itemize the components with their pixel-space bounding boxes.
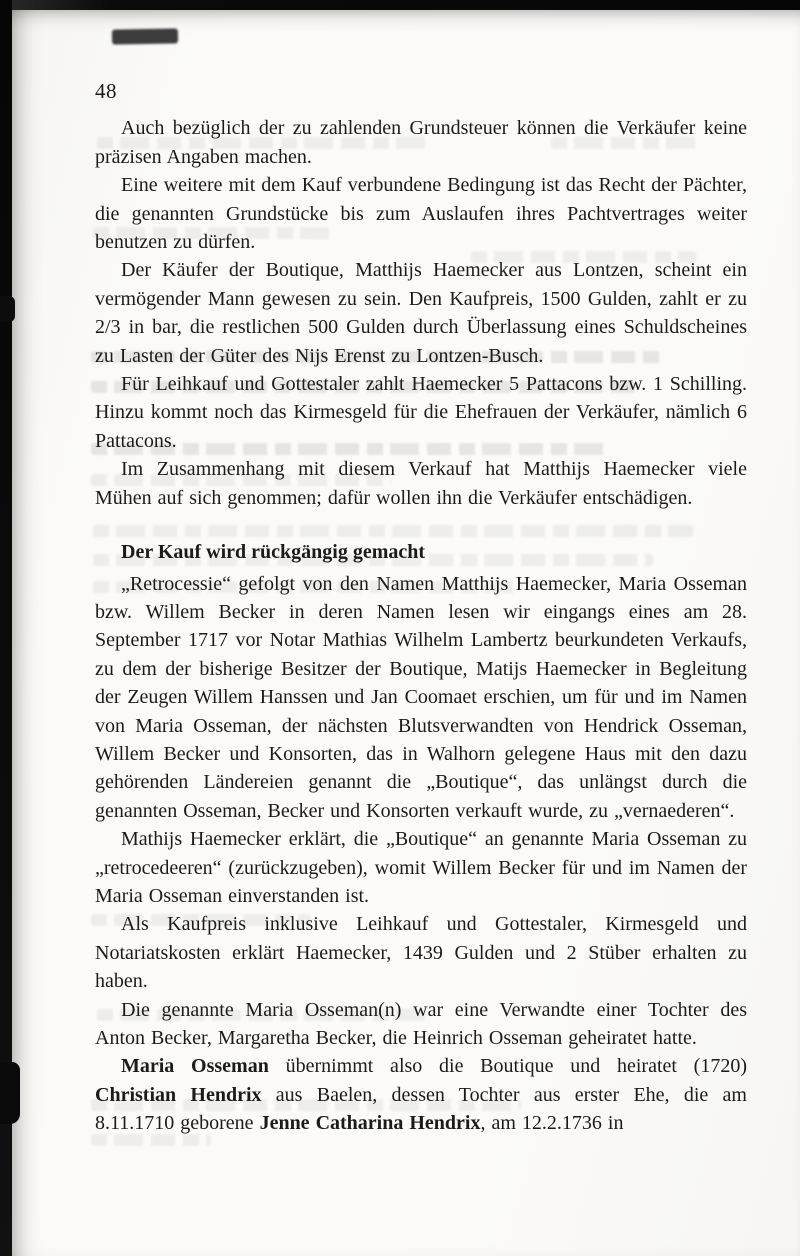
paragraph-final	[95, 1052, 747, 1137]
text-segment: aus Baelen, dessen Tochter aus erster Ehe, die am 8.11.1710 geborene	[95, 1083, 747, 1135]
paragraph: Auch bezüglich der zu zahlenden Grundsteuer können die Verkäufer keine präzisen Angaben machen.	[95, 117, 747, 168]
scan-artifact-blob	[112, 28, 178, 44]
scan-edge-top	[0, 0, 800, 10]
page-number: 48	[95, 79, 117, 103]
paragraph: Im Zusammenhang mit diesem Verkauf hat Matthijs Haemecker viele Mühen auf sich genommen; dafür wollen ihn die Verkäufer entschädigen.	[95, 458, 747, 509]
page	[11, 9, 800, 1256]
bold-name: Maria Osseman	[121, 1055, 269, 1078]
paragraph: Als Kaufpreis inklusive Leihkauf und Gottestaler, Kirmesgeld und Notariatskosten erklärt Haemecker, 1439 Gulden und 2 Stüber erhalten zu haben.	[95, 913, 747, 993]
bold-name: Christian Hendrix	[95, 1083, 262, 1106]
paragraph: Für Leihkauf und Gottestaler zahlt Haemecker 5 Pattacons bzw. 1 Schilling. Hinzu kommt noch das Kirmesgeld für die Ehefrauen der Verkäufer, nämlich 6 Pattacons.	[95, 373, 747, 452]
paragraph: Mathijs Haemecker erklärt, die „Boutique“ an genannte Maria Osseman zu „retrocedeeren“ (zurückzugeben), womit Willem Becker für und im Namen der Maria Osseman einverstanden ist.	[95, 828, 747, 907]
text-segment: übernimmt also die Boutique und heiratet (1720)	[268, 1055, 747, 1078]
paragraph: Die genannte Maria Osseman(n) war eine Verwandte einer Tochter des Anton Becker, Margaretha Becker, die Heinrich Osseman geheiratet hatte.	[95, 998, 747, 1049]
text-block	[95, 77, 747, 1138]
scan-artifact-mark	[0, 1062, 20, 1124]
paragraph: Der Käufer der Boutique, Matthijs Haemecker aus Lontzen, scheint ein vermögender Mann gewesen zu sein. Den Kaufpreis, 1500 Gulden, zahlt er zu 2/3 in bar, die restlichen 500 Gulden durch Überlassung eines Schuldscheines zu Lasten der Güter des Nijs Erenst zu Lontzen-Busch.	[95, 259, 747, 367]
text-segment: , am 12.2.1736 in	[480, 1112, 624, 1135]
section-heading: Der Kauf wird rückgängig gemacht	[121, 541, 426, 564]
paragraph: Eine weitere mit dem Kauf verbundene Bedingung ist das Recht der Pächter, die genannten Grundstücke bis zum Auslaufen ihres Pachtvertrages weiter benutzen zu dürfen.	[95, 174, 747, 254]
paragraph: „Retrocessie“ gefolgt von den Namen Matthijs Haemecker, Maria Osseman bzw. Willem Becker in deren Namen lesen wir eingangs eines am 28. September 1717 vor Notar Mathias Wilhelm Lambertz beurkundeten Verkaufs, zu dem der bisherige Besitzer der Boutique, Matijs Haemecker in Begleitung der Zeugen Willem Hanssen und Jan Coomaet erschien, um für und im Namen von Maria Osseman, der nächsten Blutsverwandten von Hendrick Osseman, Willem Becker und Konsorten, das in Walhorn gelegene Haus mit den dazu gehörenden Ländereien genannt die „Boutique“, das unlängst durch die genannten Osseman, Becker und Konsorten verkauft wurde, zu „vernaederen“.	[95, 572, 747, 822]
scan-artifact-mark-small	[0, 296, 15, 322]
bold-name: Jenne Catharina Hendrix	[259, 1112, 481, 1135]
